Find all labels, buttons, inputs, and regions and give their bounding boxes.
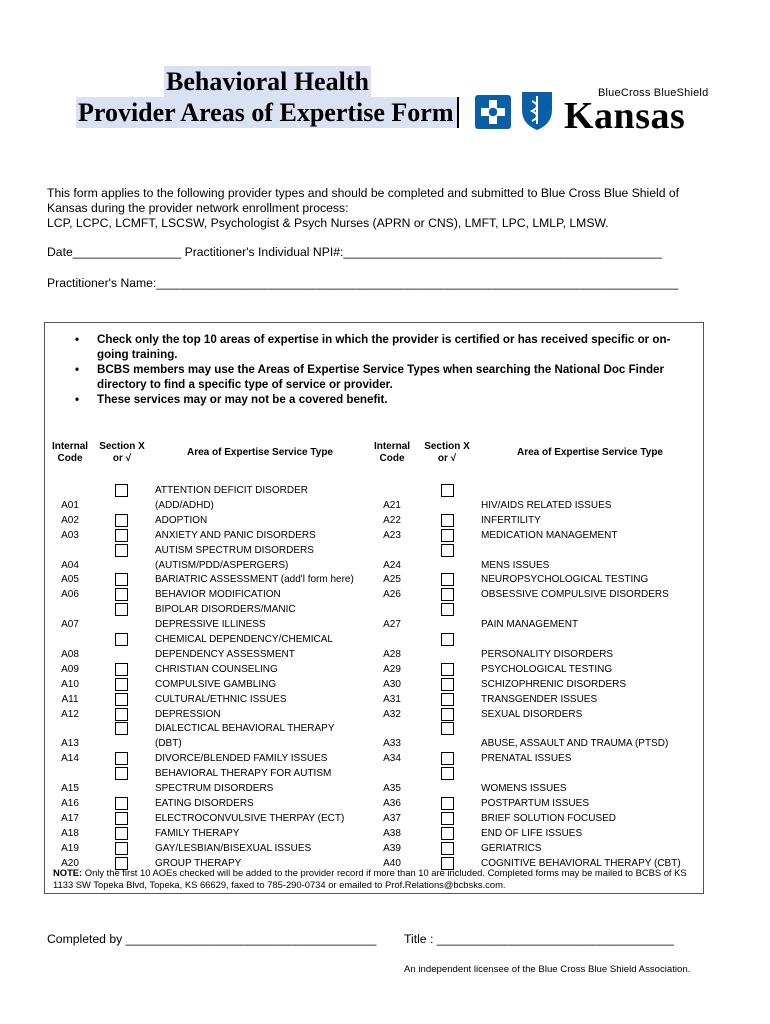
title-line-1: Behavioral Health (166, 67, 369, 96)
left-checkbox[interactable] (115, 752, 128, 765)
instruction-item: • Check only the top 10 areas of expertise in which the provider is certified or has received specific or on-going training. (75, 332, 695, 362)
left-area-text: BIPOLAR DISORDERS/MANIC (155, 604, 296, 616)
left-area-text: DEPENDENCY ASSESSMENT (155, 648, 295, 660)
left-code: A06 (61, 589, 79, 601)
left-code: A10 (61, 678, 79, 690)
left-area-text: DEPRESSIVE ILLINESS (155, 619, 266, 631)
left-code: A07 (61, 619, 79, 631)
intro-line-1: This form applies to the following provider types and should be completed and submitted to Blue Cross Blue Shield of (47, 186, 680, 200)
left-area-text: (DBT) (155, 738, 182, 750)
left-area-text: (ADD/ADHD) (155, 499, 214, 511)
right-code: A36 (383, 797, 401, 809)
right-checkbox[interactable] (441, 588, 454, 601)
instruction-item: • These services may or may not be a covered benefit. (75, 392, 695, 407)
right-checkbox[interactable] (441, 797, 454, 810)
right-code: A24 (383, 559, 401, 571)
right-area-text: PSYCHOLOGICAL TESTING (481, 663, 613, 675)
left-checkbox[interactable] (115, 484, 128, 497)
right-area-text: END OF LIFE ISSUES (481, 827, 583, 839)
left-area-text: ELECTROCONVULSIVE THERPAY (ECT) (155, 812, 345, 824)
left-area-text: CHRISTIAN COUNSELING (155, 663, 278, 675)
right-code: A22 (383, 514, 401, 526)
left-code: A19 (61, 842, 79, 854)
right-area-text: SEXUAL DISORDERS (481, 708, 583, 720)
cross-logo-icon (474, 94, 514, 130)
left-code: A12 (61, 708, 79, 720)
left-code: A02 (61, 514, 79, 526)
left-code: A18 (61, 827, 79, 839)
right-code: A31 (383, 693, 401, 705)
right-area-text: HIV/AIDS RELATED ISSUES (481, 499, 612, 511)
right-code: A34 (383, 753, 401, 765)
note-body: Only the first 10 AOEs checked will be added to the provider record if more than 10 are included. Completed forms may be mailed to BCBS of KS 1133 SW Topeka Blvd, Topeka, KS 66629, faxed to 785-290-0734 or emailed to Prof.Relations@bcbsks.com. (53, 867, 687, 890)
right-area-text: NEUROPSYCHOLOGICAL TESTING (481, 574, 649, 586)
logo-state-name: Kansas (564, 95, 686, 137)
right-code: A28 (383, 648, 401, 660)
right-code: A33 (383, 738, 401, 750)
left-checkbox[interactable] (115, 797, 128, 810)
left-area-text: ANXIETY AND PANIC DISORDERS (155, 529, 316, 541)
right-checkbox[interactable] (441, 573, 454, 586)
right-checkbox[interactable] (441, 708, 454, 721)
right-code: A32 (383, 708, 401, 720)
right-area-text: POSTPARTUM ISSUES (481, 797, 589, 809)
right-checkbox[interactable] (441, 633, 454, 646)
left-area-text: COMPULSIVE GAMBLING (155, 678, 277, 690)
right-code: A25 (383, 574, 401, 586)
right-area-text: MENS ISSUES (481, 559, 550, 571)
instruction-list (75, 332, 695, 407)
right-checkbox[interactable] (441, 693, 454, 706)
right-area-text: PRENATAL ISSUES (481, 753, 572, 765)
left-checkbox[interactable] (115, 693, 128, 706)
right-area-text: TRANSGENDER ISSUES (481, 693, 598, 705)
note-text (53, 867, 703, 891)
left-checkbox[interactable] (115, 722, 128, 735)
title-field[interactable]: Title : ___________________________________ (404, 932, 674, 946)
left-area-text: DIALECTICAL BEHAVIORAL THERAPY (155, 723, 335, 735)
right-area-text: MEDICATION MANAGEMENT (481, 529, 618, 541)
left-checkbox[interactable] (115, 663, 128, 676)
right-checkbox[interactable] (441, 529, 454, 542)
right-area-text: OBSESSIVE COMPULSIVE DISORDERS (481, 589, 669, 601)
header-area-right: Area of Expertise Service Type (517, 447, 663, 458)
left-area-text: BEHAVIOR MODIFICATION (155, 589, 281, 601)
practitioner-name-field[interactable]: Practitioner's Name:_____________________________________________________________________________ (47, 276, 679, 290)
right-code: A40 (383, 857, 401, 869)
right-checkbox[interactable] (441, 514, 454, 527)
right-area-text: SCHIZOPHRENIC DISORDERS (481, 678, 627, 690)
right-code: A23 (383, 529, 401, 541)
instruction-item: • BCBS members may use the Areas of Expertise Service Types when searching the National Doc Finder directory to find a specific type of service or provider. (75, 362, 695, 392)
left-checkbox[interactable] (115, 573, 128, 586)
right-checkbox[interactable] (441, 544, 454, 557)
right-checkbox[interactable] (441, 678, 454, 691)
left-code: A01 (61, 499, 79, 511)
left-code: A16 (61, 797, 79, 809)
left-checkbox[interactable] (115, 678, 128, 691)
left-checkbox[interactable] (115, 514, 128, 527)
left-code: A17 (61, 812, 79, 824)
header-section-right: Section X or √ (424, 441, 470, 464)
right-checkbox[interactable] (441, 484, 454, 497)
left-checkbox[interactable] (115, 767, 128, 780)
right-checkbox[interactable] (441, 767, 454, 780)
right-code: A21 (383, 499, 401, 511)
left-code: A14 (61, 753, 79, 765)
left-code: A15 (61, 783, 79, 794)
right-code: A39 (383, 842, 401, 854)
left-area-text: EATING DISORDERS (155, 797, 254, 809)
form-title (76, 66, 459, 128)
left-code: A11 (61, 693, 79, 705)
header-section-left: Section X or √ (99, 441, 145, 464)
date-npi-field[interactable]: Date________________ Practitioner's Individual NPI#:_______________________________________________ (47, 245, 662, 259)
intro-line-2: Kansas during the provider network enrollment process: (47, 201, 349, 215)
header-internal-code-left: Internal Code (51, 441, 89, 464)
right-code: A35 (383, 783, 401, 794)
left-code: A09 (61, 663, 79, 675)
left-area-text: ATTENTION DEFICIT DISORDER (155, 485, 308, 496)
left-area-text: FAMILY THERAPY (155, 827, 240, 839)
right-code: A27 (383, 619, 401, 631)
right-code: A38 (383, 827, 401, 839)
right-checkbox[interactable] (441, 812, 454, 825)
right-code: A29 (383, 663, 401, 675)
right-area-text: GERIATRICS (481, 842, 542, 854)
left-area-text: SPECTRUM DISORDERS (155, 783, 274, 794)
intro-line-3: LCP, LCPC, LCMFT, LSCSW, Psychologist & Psych Nurses (APRN or CNS), LMFT, LPC, LMLP, LMSW. (47, 216, 609, 230)
title-line-2: Provider Areas of Expertise Form (76, 97, 459, 128)
left-checkbox[interactable] (115, 708, 128, 721)
left-area-text: CULTURAL/ETHNIC ISSUES (155, 693, 287, 705)
header-area-left: Area of Expertise Service Type (187, 447, 333, 458)
left-checkbox[interactable] (115, 544, 128, 557)
left-checkbox[interactable] (115, 588, 128, 601)
left-area-text: CHEMICAL DEPENDENCY/CHEMICAL (155, 634, 333, 645)
right-checkbox[interactable] (441, 842, 454, 855)
note-label: NOTE: (53, 867, 83, 878)
left-code: A08 (61, 648, 79, 660)
right-code: A26 (383, 589, 401, 601)
left-area-text: DEPRESSION (155, 708, 221, 720)
bcbs-kansas-logo (474, 80, 714, 136)
left-code: A04 (61, 559, 79, 571)
expertise-table-box (44, 322, 704, 894)
right-area-text: COGNITIVE BEHAVIORAL THERAPY (CBT) (481, 857, 681, 869)
right-area-text: PERSONALITY DISORDERS (481, 648, 614, 660)
left-checkbox[interactable] (115, 603, 128, 616)
right-area-text: WOMENS ISSUES (481, 783, 567, 794)
right-area-text: ABUSE, ASSAULT AND TRAUMA (PTSD) (481, 738, 669, 750)
completed-by-field[interactable]: Completed by _____________________________________ (47, 932, 377, 946)
right-checkbox[interactable] (441, 827, 454, 840)
right-code: A30 (383, 678, 401, 690)
right-area-text: BRIEF SOLUTION FOCUSED (481, 812, 617, 824)
right-area-text: PAIN MANAGEMENT (481, 619, 579, 631)
left-code: A05 (61, 574, 79, 586)
right-checkbox[interactable] (441, 722, 454, 735)
left-area-text: ADOPTION (155, 514, 208, 526)
left-code: A13 (61, 738, 79, 750)
left-area-text: GAY/LESBIAN/BISEXUAL ISSUES (155, 842, 312, 854)
right-checkbox[interactable] (441, 663, 454, 676)
left-code: A20 (61, 857, 79, 869)
right-code: A37 (383, 812, 401, 824)
left-area-text: BARIATRIC ASSESSMENT (add'l form here) (155, 574, 354, 586)
left-code: A03 (61, 529, 79, 541)
right-checkbox[interactable] (441, 603, 454, 616)
left-checkbox[interactable] (115, 529, 128, 542)
right-area-text: INFERTILITY (481, 514, 541, 526)
left-area-text: DIVORCE/BLENDED FAMILY ISSUES (155, 753, 328, 765)
intro-text (47, 186, 717, 231)
shield-logo-icon (520, 88, 554, 132)
left-area-text: (AUTISM/PDD/ASPERGERS) (155, 559, 289, 571)
header-internal-code-right: Internal Code (373, 441, 411, 464)
left-checkbox[interactable] (115, 633, 128, 646)
left-checkbox[interactable] (115, 812, 128, 825)
left-area-text: GROUP THERAPY (155, 857, 242, 869)
left-area-text: BEHAVIORAL THERAPY FOR AUTISM (155, 768, 332, 780)
footer-text: An independent licensee of the Blue Cross Blue Shield Association. (404, 964, 691, 975)
left-checkbox[interactable] (115, 842, 128, 855)
right-checkbox[interactable] (441, 752, 454, 765)
left-checkbox[interactable] (115, 827, 128, 840)
logo-org-name: BlueCross BlueShield (598, 87, 709, 99)
left-area-text: AUTISM SPECTRUM DISORDERS (155, 544, 314, 556)
